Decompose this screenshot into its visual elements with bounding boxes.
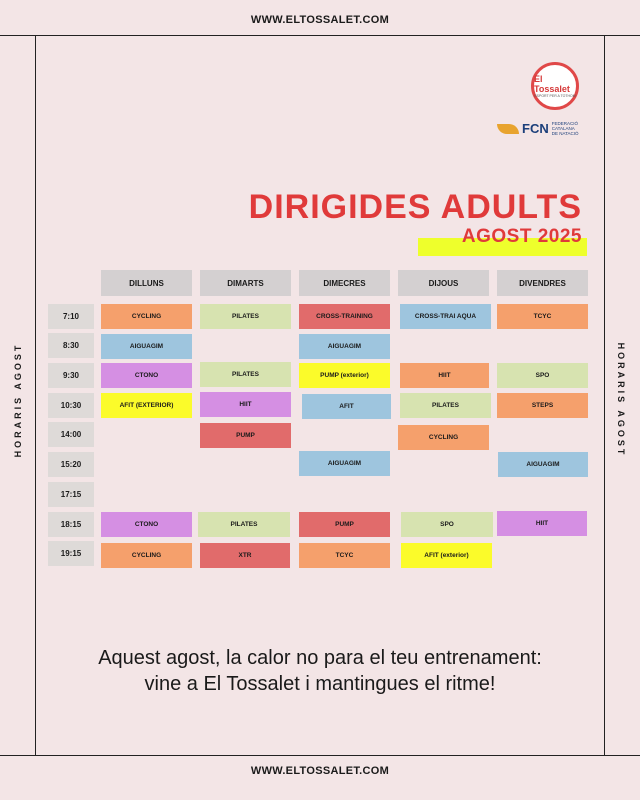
class-block: PUMP [200,423,291,448]
class-block: CTONO [101,512,192,537]
day-header-monday: DILLUNS [101,270,192,296]
class-block: PUMP [299,512,390,537]
class-block: XTR [200,543,290,568]
logo-tagline: ESPORT PER A TOTHOM [534,93,576,98]
fcn-logo [497,121,582,136]
website-url-bottom[interactable]: WWW.ELTOSSALET.COM [250,765,390,777]
bottom-divider [0,755,640,756]
class-block: CROSS-TRAINING [299,304,390,329]
day-header-thursday: DIJOUS [398,270,489,296]
top-divider [0,35,640,36]
class-block: PILATES [200,304,291,329]
time-slot: 17:15 [48,482,94,507]
promo-message [0,645,640,697]
time-slot: 7:10 [48,304,94,329]
time-slot: 19:15 [48,541,94,566]
promo-line-1: Aquest agost, la calor no para el teu entrenament: [98,647,542,669]
page-subtitle: AGOST 2025 [461,226,582,247]
class-block: CYCLING [101,304,192,329]
fcn-letters: FCN [522,121,549,136]
time-slot: 15:20 [48,452,94,477]
class-block: TCYC [299,543,390,568]
class-block: STEPS [497,393,588,418]
class-block: CROSS-TRAI AQUA [400,304,491,329]
website-url-top[interactable]: WWW.ELTOSSALET.COM [250,14,390,26]
class-block: AFIT (EXTERIOR) [101,393,192,418]
class-block: AIGUAGIM [299,451,390,476]
day-header-friday: DIVENDRES [497,270,588,296]
class-block: AFIT (exterior) [401,543,492,568]
class-block: CYCLING [101,543,192,568]
class-block: HIIT [400,363,489,388]
class-block: HIIT [200,392,291,417]
side-label-left: HORARIS AGOST [13,342,23,458]
time-slot: 14:00 [48,422,94,447]
day-header-wednesday: DIMECRES [299,270,390,296]
class-block: PUMP (exterior) [299,363,390,388]
class-block: PILATES [198,512,290,537]
class-block: SPO [401,512,493,537]
promo-line-2: vine a El Tossalet i mantingues el ritme! [144,673,496,695]
el-tossalet-logo [531,62,579,110]
class-block: SPO [497,363,588,388]
page-title: DIRIGIDES ADULTS [248,188,582,226]
day-header-tuesday: DIMARTS [200,270,291,296]
time-slot: 10:30 [48,393,94,418]
logo-name: El Tossalet [534,73,570,94]
side-label-right: HORARIS AGOST [616,342,626,458]
class-block: TCYC [497,304,588,329]
class-block: CTONO [101,363,192,388]
class-block: CYCLING [398,425,489,450]
class-block: AIGUAGIM [498,452,588,477]
class-block: PILATES [200,362,291,387]
class-block: AIGUAGIM [299,334,390,359]
class-block: AFIT [302,394,391,419]
time-slot: 18:15 [48,512,94,537]
time-slot: 9:30 [48,363,94,388]
class-block: PILATES [400,393,491,418]
fcn-federation: FEDERACIÓ CATALANA DE NATACIÓ [551,121,579,136]
class-block: AIGUAGIM [101,334,192,359]
class-block: HIIT [497,511,587,536]
fcn-wave-icon [497,124,519,134]
time-slot: 8:30 [48,333,94,358]
